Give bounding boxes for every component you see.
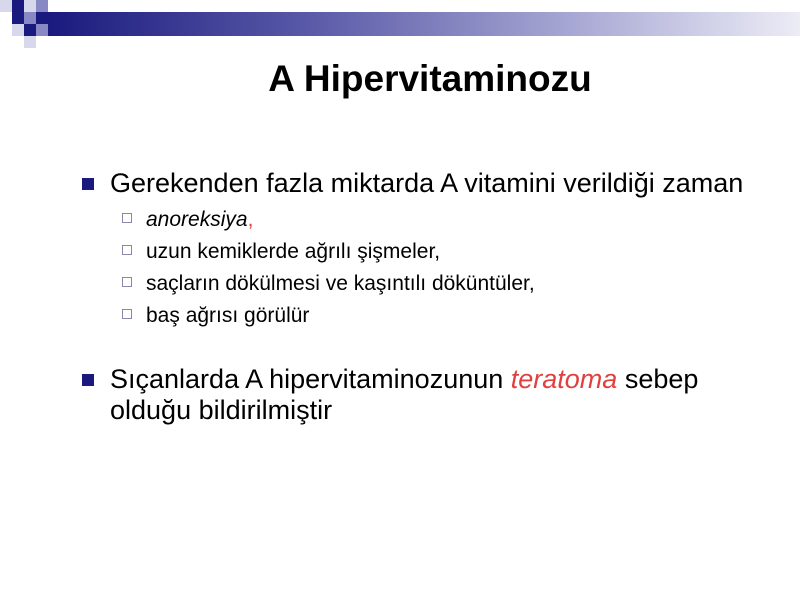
header-gradient-stripe — [48, 12, 800, 36]
deco-square — [36, 12, 48, 24]
bullet-item — [78, 168, 758, 332]
bullet-item — [78, 364, 758, 426]
deco-square — [24, 12, 36, 24]
deco-square — [24, 0, 36, 12]
slide-title: A Hipervitaminozu — [268, 58, 592, 99]
hollow-square-bullet-icon — [122, 213, 132, 223]
sub-bullet-text: anoreksiya — [146, 208, 248, 231]
deco-square — [36, 0, 48, 12]
hollow-square-bullet-icon — [122, 309, 132, 319]
bullet-list — [78, 168, 758, 426]
sub-bullet-item — [110, 300, 758, 332]
deco-square — [36, 24, 48, 36]
sub-bullet-text: uzun kemiklerde ağrılı şişmeler, — [146, 240, 441, 263]
sub-bullet-item — [110, 204, 758, 236]
deco-square — [24, 24, 36, 36]
bullet-text-after: sebep olduğu bildirilmiştir — [110, 364, 699, 425]
deco-square — [12, 24, 24, 36]
sub-bullet-item — [110, 236, 758, 268]
deco-square — [12, 12, 24, 24]
highlight-term: teratoma — [510, 364, 618, 394]
decorative-header-bar — [0, 0, 800, 48]
sub-bullet-text: baş ağrısı görülür — [146, 304, 310, 327]
deco-square — [0, 0, 12, 12]
hollow-square-bullet-icon — [122, 245, 132, 255]
bullet-text-before: Sıçanlarda A hipervitaminozunun — [110, 364, 511, 394]
square-bullet-icon — [82, 374, 94, 386]
square-bullet-icon — [82, 178, 94, 190]
deco-square — [12, 0, 24, 12]
sub-bullet-text: saçların dökülmesi ve kaşıntılı döküntüler, — [146, 272, 535, 295]
bullet-text: Gerekenden fazla miktarda A vitamini verildiği zaman — [110, 168, 744, 198]
sub-bullet-list — [110, 204, 758, 332]
sub-bullet-suffix: , — [247, 208, 254, 231]
hollow-square-bullet-icon — [122, 277, 132, 287]
spacer — [78, 332, 758, 364]
sub-bullet-item — [110, 268, 758, 300]
deco-square — [24, 36, 36, 48]
